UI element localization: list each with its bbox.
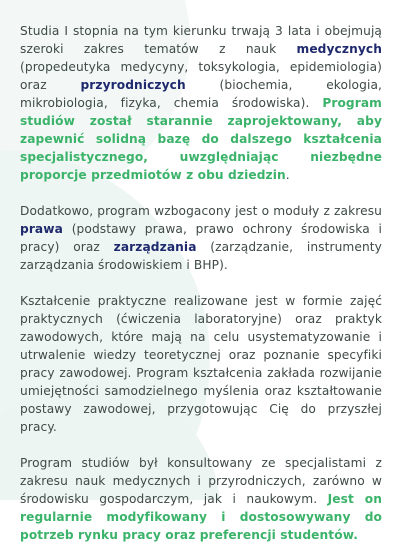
text-run: (propedeutyka medycyny, toksykologia, epidemiologia) oraz xyxy=(20,60,382,92)
text-run: . xyxy=(285,168,290,182)
program-description xyxy=(20,22,382,544)
emphasis-management: zarządzania xyxy=(113,240,197,254)
text-run: (zarządzanie, instrumenty zarządzania środowiskiem i BHP). xyxy=(20,240,382,272)
text-run: Kształcenie praktyczne realizowane jest w formie zajęć praktycznych (ćwiczenia laboratoryjne) oraz praktyk zawodowych, które mają na celu usystematyzowanie i utrwalenie wiedzy teoretycznej oraz poznanie specyfiki pracy zawodowej. Program kształcenia zakłada rozwijanie umiejętności samodzielnego myślenia oraz kształtowanie postawy zawodowej, przygotowując Cię do przyszłej pracy. xyxy=(20,294,382,434)
text-run: Studia I stopnia na tym kierunku trwają 3 lata i obejmują szeroki zakres tematów z nauk xyxy=(20,24,382,56)
highlight-regular-updates: Jest on regularnie modyfikowany i dostosowywany do potrzeb rynku pracy oraz preferencji studentów. xyxy=(20,492,382,542)
emphasis-law: prawa xyxy=(20,222,63,236)
paragraph-consultation xyxy=(20,454,382,544)
highlight-program-design: Program studiów został starannie zaprojektowany, aby zapewnić solidną bazę do dalszego kształcenia specjalistycznego, uwzględniając niezbędne proporcje przedmiotów z obu dziedzin xyxy=(20,96,382,182)
paragraph-practical-training xyxy=(20,292,382,436)
text-run: Dodatkowo, program wzbogacony jest o moduły z zakresu xyxy=(20,204,382,218)
text-run: Program studiów był konsultowany ze specjalistami z zakresu nauk medycznych i przyrodniczych, zarówno w środowisku gospodarczym, jak i naukowym. xyxy=(20,456,382,506)
emphasis-natural: przyrodniczych xyxy=(80,78,186,92)
paragraph-program-overview xyxy=(20,22,382,184)
text-run: (podstawy prawa, prawo ochrony środowiska i pracy) oraz xyxy=(20,222,382,254)
paragraph-additional-modules xyxy=(20,202,382,274)
text-run: (biochemia, ekologia, mikrobiologia, fizyka, chemia środowiska). xyxy=(20,78,382,110)
emphasis-medical: medycznych xyxy=(296,42,382,56)
